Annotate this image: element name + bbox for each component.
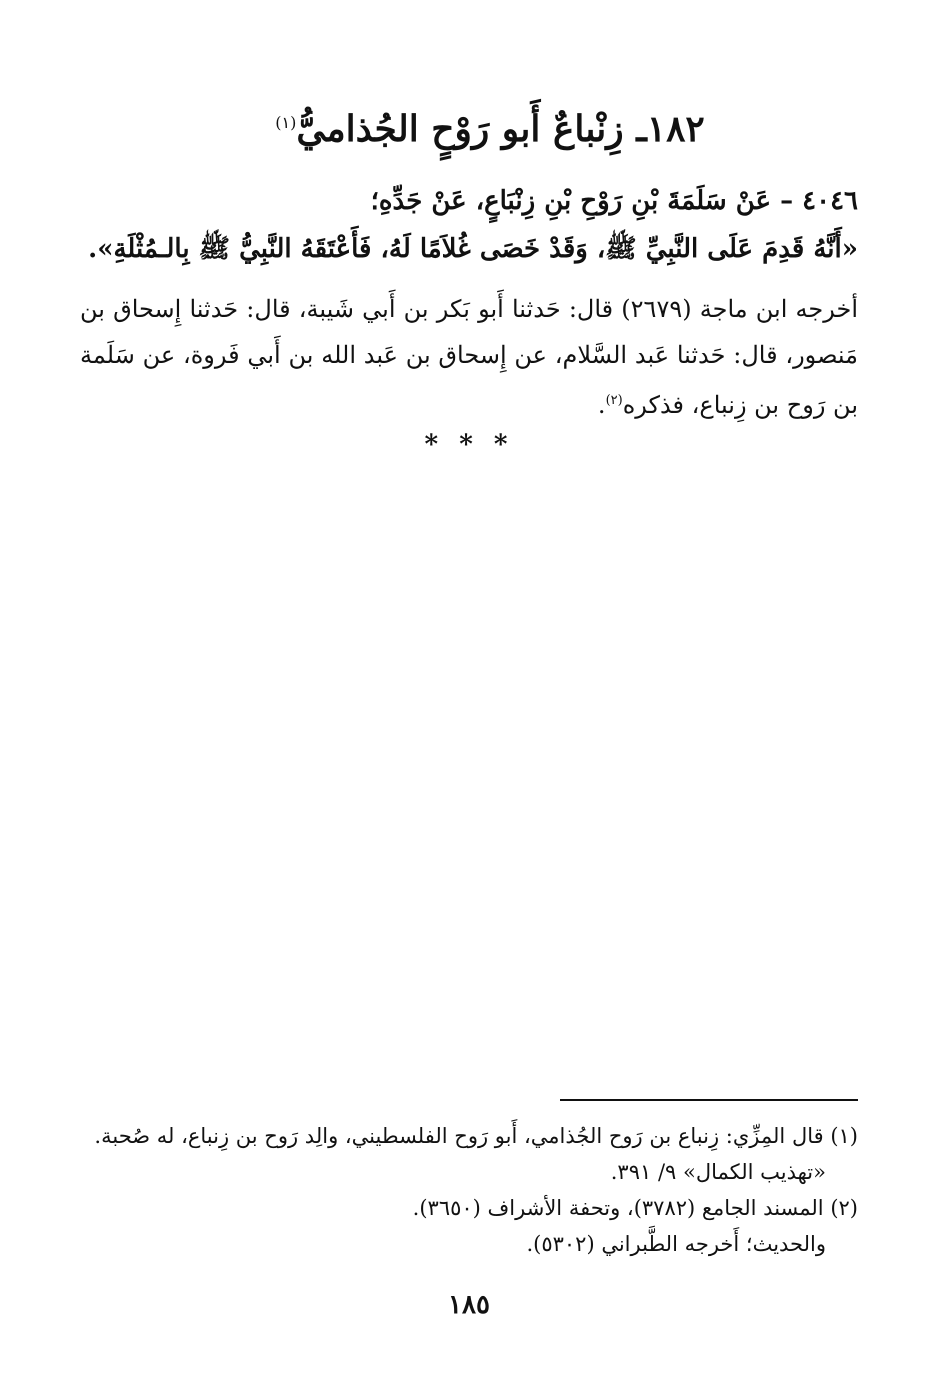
takhrij-paragraph: [80, 286, 858, 428]
takhrij-end: .: [597, 391, 606, 419]
footnote-divider: [560, 1099, 858, 1101]
takhrij-text: أخرجه ابن ماجة (٢٦٧٩) قال: حَدثنا أَبو بَكر بن أَبي شَيبة، قال: حَدثنا إِسحاق بن مَنصور، قال: حَدثنا عَبد السَّلام، عن إِسحاق بن عَبد الله بن أَبي فَروة، عن سَلَمة بن رَوح بن زِنباع، فذكره: [80, 295, 858, 419]
footnote-1-line-2: «تهذيب الكمال» ٩/ ٣٩١.: [610, 1160, 826, 1184]
chapter-title: [120, 98, 860, 154]
footnote-1-line-1: (١) قال المِزِّي: زِنباع بن رَوح الجُذامي، أَبو رَوح الفلسطيني، والِد رَوح بن زِنباع، له صُحبة.: [94, 1124, 858, 1148]
section-separator: * * *: [424, 430, 514, 460]
footnotes: [80, 1118, 858, 1262]
page-number: ١٨٥: [448, 1290, 490, 1320]
hadith-text: «أَنَّهُ قَدِمَ عَلَى النَّبِيِّ ﷺ، وَقَدْ خَصَى غُلاَمًا لَهُ، فَأَعْتَقَهُ النَّبِيُّ ﷺ بِالـمُثْلَةِ».: [88, 234, 858, 264]
chapter-footnote-marker: (١): [275, 113, 297, 132]
takhrij-footnote-marker: (٢): [605, 393, 623, 408]
footnote-2-line-1: (٢) المسند الجامع (٣٧٨٢)، وتحفة الأشراف (٣٦٥٠).: [412, 1196, 858, 1220]
hadith-heading: ٤٠٤٦ – عَنْ سَلَمَةَ بْنِ رَوْحِ بْنِ زِنْبَاعٍ، عَنْ جَدِّهِ؛: [370, 186, 858, 216]
footnote-2-line-2: والحديث؛ أَخرجه الطَّبراني (٥٣٠٢).: [526, 1232, 826, 1256]
chapter-title-text: ١٨٢ـ زِنْباعٌ أَبو رَوْحٍ الجُذاميُّ: [296, 108, 705, 150]
